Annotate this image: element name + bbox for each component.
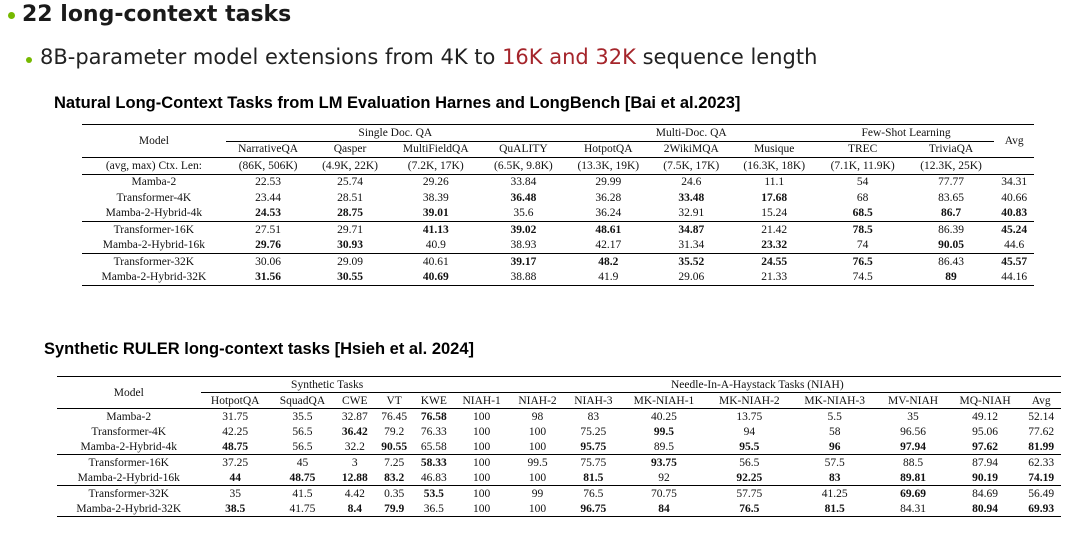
value-cell: 35 [201, 486, 270, 502]
value-cell: 44.6 [1004, 239, 1025, 252]
value-cell: 48.2 [565, 254, 652, 270]
value-cell: 90.55 [381, 440, 408, 453]
table-row [82, 270, 1034, 286]
model-name-cell: Mamba-2-Hybrid-4k [80, 440, 177, 453]
value-cell: 58.33 [414, 455, 454, 471]
value-cell: 75.75 [565, 455, 621, 471]
value-cell: 34.31 [994, 174, 1034, 190]
value-cell: 12.88 [341, 471, 368, 484]
value-cell: 89.81 [900, 471, 926, 484]
table1-col-header: MultiFieldQA [402, 143, 469, 156]
value-cell: 23.44 [255, 191, 282, 204]
value-cell: 96.75 [565, 501, 621, 517]
table1-ctx-row [82, 158, 1034, 175]
table2-col-header: NIAH-3 [574, 394, 613, 407]
value-cell: 3 [335, 455, 374, 471]
value-cell: 41.5 [270, 486, 335, 502]
value-cell: 24.55 [731, 254, 818, 270]
table1-group-multi-doc: Multi-Doc. QA [565, 125, 818, 142]
value-cell: 0.35 [374, 486, 413, 502]
value-cell: 33.48 [678, 191, 705, 204]
slide-subtitle [40, 45, 817, 69]
value-cell: 35.52 [652, 254, 731, 270]
value-cell: 24.53 [255, 207, 282, 220]
table1-ctx-cell: (7.1K, 11.9K) [818, 158, 908, 175]
value-cell: 45.24 [994, 222, 1034, 238]
value-cell: 4.42 [335, 486, 374, 502]
value-cell: 15.24 [761, 207, 788, 220]
value-cell: 100 [510, 501, 566, 517]
value-cell: 65.58 [420, 440, 447, 453]
value-cell: 7.25 [374, 455, 413, 471]
value-cell: 38.39 [422, 191, 449, 204]
value-cell: 76.45 [374, 409, 413, 425]
value-cell: 41.75 [270, 501, 335, 517]
synthetic-ruler-table [57, 376, 1061, 517]
table2-group-row [57, 377, 1061, 393]
value-cell: 41.25 [792, 486, 877, 502]
value-cell: 46.83 [420, 471, 447, 484]
value-cell: 5.5 [792, 409, 877, 425]
value-cell: 30.93 [337, 239, 363, 252]
table1-ctx-cell: (7.2K, 17K) [390, 158, 482, 175]
table1-col-header: NarrativeQA [238, 143, 299, 156]
table-row [82, 238, 1034, 254]
value-cell: 96 [828, 440, 841, 453]
value-cell: 75.25 [580, 425, 607, 438]
value-cell: 29.09 [310, 254, 389, 270]
table1-ctx-cell: (12.3K, 25K) [908, 158, 995, 175]
table1-col-header: Qasper [333, 143, 367, 156]
value-cell: 56.49 [1021, 486, 1061, 502]
value-cell: 54 [818, 174, 908, 190]
table1-ctx-cell-avg [994, 158, 1034, 175]
value-cell: 100 [454, 501, 510, 517]
value-cell: 42.17 [595, 239, 622, 252]
value-cell: 24.6 [652, 174, 731, 190]
table-row [57, 439, 1061, 455]
value-cell: 79.9 [374, 501, 413, 517]
value-cell: 38.88 [482, 270, 565, 286]
table2-title: Synthetic RULER long-context tasks [Hsieh et al. 2024] [44, 340, 475, 358]
subtitle-highlight: 16K and 32K [502, 45, 636, 69]
table1-ctx-cell: (86K, 506K) [226, 158, 311, 175]
value-cell: 44.16 [994, 270, 1034, 286]
value-cell: 8.4 [335, 501, 374, 517]
table1-col-header: QuALITY [499, 143, 548, 156]
value-cell: 76.33 [420, 425, 447, 438]
value-cell: 40.66 [1001, 191, 1028, 204]
value-cell: 31.75 [201, 409, 270, 425]
table2-col-header: KWE [420, 394, 447, 407]
bullet-dot [26, 57, 32, 63]
value-cell: 48.75 [289, 471, 316, 484]
value-cell: 68.5 [852, 207, 873, 220]
value-cell: 30.55 [310, 270, 389, 286]
value-cell: 35.5 [270, 409, 335, 425]
table-row [57, 501, 1061, 517]
value-cell: 99 [510, 486, 566, 502]
value-cell: 29.71 [310, 222, 389, 238]
table1-ctx-cell: (16.3K, 18K) [731, 158, 818, 175]
table-row [57, 409, 1061, 425]
value-cell: 100 [454, 455, 510, 471]
value-cell: 99.5 [510, 455, 566, 471]
value-cell: 27.51 [226, 222, 311, 238]
value-cell: 90.19 [972, 471, 999, 484]
table1-ctx-cell: (7.5K, 17K) [652, 158, 731, 175]
table-row [57, 455, 1061, 471]
table2-col-header: MK-NIAH-1 [633, 394, 695, 407]
value-cell: 74.19 [1028, 471, 1055, 484]
model-name-cell: Mamba-2-Hybrid-16k [102, 239, 205, 252]
table1-group-row [82, 125, 1034, 142]
table2-col-header: NIAH-2 [518, 394, 557, 407]
value-cell: 45 [270, 455, 335, 471]
table1-col-header: TREC [847, 143, 878, 156]
value-cell: 76.58 [414, 409, 454, 425]
slide-title: 22 long-context tasks [22, 2, 292, 27]
value-cell: 38.5 [201, 501, 270, 517]
value-cell: 35.6 [513, 207, 534, 220]
value-cell: 44 [229, 471, 241, 484]
value-cell: 84.69 [949, 486, 1022, 502]
value-cell: 39.02 [482, 222, 565, 238]
value-cell: 53.5 [414, 486, 454, 502]
value-cell: 36.48 [510, 191, 537, 204]
table-row [57, 486, 1061, 502]
natural-long-context-table [82, 124, 1034, 286]
bullet-dot [8, 12, 15, 19]
value-cell: 48.75 [222, 440, 249, 453]
value-cell: 97.62 [972, 440, 999, 453]
value-cell: 32.2 [344, 440, 365, 453]
table1-col-header: HotpotQA [583, 143, 633, 156]
value-cell: 89 [908, 270, 995, 286]
value-cell: 81.5 [583, 471, 604, 484]
model-name-cell: Transformer-4K [91, 425, 167, 438]
value-cell: 76.5 [565, 486, 621, 502]
value-cell: 22.53 [226, 174, 311, 190]
value-cell: 79.2 [384, 425, 405, 438]
value-cell: 96.56 [900, 425, 926, 438]
model-name-cell: Mamba-2-Hybrid-4k [105, 207, 203, 220]
table1-group-single-doc: Single Doc. QA [226, 125, 565, 142]
table2-col-header: CWE [341, 394, 368, 407]
value-cell: 95.06 [972, 425, 999, 438]
value-cell: 81.5 [792, 501, 877, 517]
model-name-cell: Transformer-16K [82, 222, 226, 238]
value-cell: 45.57 [994, 254, 1034, 270]
value-cell: 56.5 [292, 440, 313, 453]
value-cell: 100 [473, 471, 491, 484]
value-cell: 38.93 [510, 239, 537, 252]
value-cell: 86.43 [908, 254, 995, 270]
table2-col-header: MK-NIAH-2 [718, 394, 780, 407]
model-name-cell: Mamba-2-Hybrid-32K [82, 270, 226, 286]
model-name-cell: Transformer-16K [57, 455, 201, 471]
value-cell: 76.5 [707, 501, 792, 517]
value-cell: 98 [510, 409, 566, 425]
value-cell: 62.33 [1021, 455, 1061, 471]
value-cell: 57.75 [707, 486, 792, 502]
table2-col-header: HotpotQA [210, 394, 260, 407]
value-cell: 36.24 [595, 207, 622, 220]
model-name-cell: Mamba-2-Hybrid-16k [77, 471, 180, 484]
value-cell: 77.62 [1028, 425, 1055, 438]
value-cell: 69.69 [877, 486, 948, 502]
value-cell: 28.51 [337, 191, 363, 204]
value-cell: 83.2 [384, 471, 405, 484]
table-row [82, 222, 1034, 238]
table2-col-header: MK-NIAH-3 [804, 394, 866, 407]
value-cell: 88.5 [877, 455, 948, 471]
value-cell: 77.77 [908, 174, 995, 190]
table1-model-header: Model [82, 125, 226, 158]
subtitle-prefix: 8B-parameter model extensions from 4K to [40, 45, 503, 69]
table2-avg-header: Avg [1031, 394, 1051, 407]
value-cell: 13.75 [707, 409, 792, 425]
value-cell: 86.7 [940, 207, 962, 220]
value-cell: 90.05 [938, 239, 964, 252]
value-cell: 36.28 [595, 191, 622, 204]
value-cell: 11.1 [731, 174, 818, 190]
value-cell: 70.75 [621, 486, 706, 502]
value-cell: 87.94 [949, 455, 1022, 471]
value-cell: 99.5 [653, 425, 675, 438]
value-cell: 80.94 [949, 501, 1022, 517]
table-row [82, 190, 1034, 206]
table-row [57, 470, 1061, 486]
value-cell: 41.9 [565, 270, 652, 286]
table1-group-few-shot: Few-Shot Learning [818, 125, 995, 142]
table2-model-header: Model [57, 377, 201, 409]
value-cell: 57.5 [792, 455, 877, 471]
value-cell: 100 [528, 471, 547, 484]
table1-column-row [82, 141, 1034, 158]
value-cell: 94 [743, 425, 756, 438]
value-cell: 100 [473, 425, 491, 438]
value-cell: 21.42 [731, 222, 818, 238]
table1-col-header: 2WikiMQA [663, 143, 719, 156]
value-cell: 31.34 [678, 239, 705, 252]
table1-title: Natural Long-Context Tasks from LM Evaluation Harnes and LongBench [Bai et al.2023] [54, 94, 741, 112]
value-cell: 76.5 [818, 254, 908, 270]
table1-ctx-cell: (13.3K, 19K) [565, 158, 652, 175]
value-cell: 74 [856, 239, 869, 252]
value-cell: 29.26 [390, 174, 482, 190]
value-cell: 40.9 [425, 239, 446, 252]
value-cell: 29.76 [255, 239, 282, 252]
model-name-cell: Transformer-4K [116, 191, 192, 204]
table2-col-header: MQ-NIAH [959, 394, 1011, 407]
value-cell: 78.5 [818, 222, 908, 238]
value-cell: 32.87 [335, 409, 374, 425]
value-cell: 29.99 [565, 174, 652, 190]
value-cell: 36.42 [341, 425, 368, 438]
value-cell: 33.84 [482, 174, 565, 190]
value-cell: 21.33 [731, 270, 818, 286]
table-row [82, 254, 1034, 270]
table2-group-synthetic: Synthetic Tasks [201, 377, 454, 393]
value-cell: 84 [621, 501, 706, 517]
value-cell: 95.5 [739, 440, 760, 453]
table-row [82, 206, 1034, 222]
value-cell: 34.87 [652, 222, 731, 238]
value-cell: 69.93 [1021, 501, 1061, 517]
value-cell: 30.06 [226, 254, 311, 270]
value-cell: 32.91 [678, 207, 705, 220]
value-cell: 86.39 [908, 222, 995, 238]
value-cell: 100 [454, 409, 510, 425]
value-cell: 58 [828, 425, 841, 438]
value-cell: 23.32 [761, 239, 788, 252]
value-cell: 95.75 [580, 440, 607, 453]
model-name-cell: Transformer-32K [82, 254, 226, 270]
table-row [57, 424, 1061, 439]
value-cell: 40.83 [1001, 207, 1028, 220]
value-cell: 52.14 [1021, 409, 1061, 425]
value-cell: 48.61 [565, 222, 652, 238]
value-cell: 93.75 [621, 455, 706, 471]
value-cell: 89.5 [653, 440, 675, 453]
table-row [82, 174, 1034, 190]
value-cell: 100 [454, 486, 510, 502]
value-cell: 41.13 [390, 222, 482, 238]
table1-col-header: Musique [754, 143, 795, 156]
value-cell: 31.56 [226, 270, 311, 286]
value-cell: 100 [473, 440, 491, 453]
value-cell: 40.61 [390, 254, 482, 270]
value-cell: 83.65 [938, 191, 964, 204]
value-cell: 68 [856, 191, 869, 204]
value-cell: 56.5 [707, 455, 792, 471]
value-cell: 97.94 [900, 440, 926, 453]
value-cell: 35 [877, 409, 948, 425]
value-cell: 37.25 [201, 455, 270, 471]
subtitle-suffix: sequence length [635, 45, 818, 69]
value-cell: 92 [658, 471, 670, 484]
value-cell: 39.01 [422, 207, 449, 220]
value-cell: 92.25 [736, 471, 763, 484]
value-cell: 28.75 [337, 207, 363, 220]
table1-col-header: TriviaQA [928, 143, 974, 156]
model-name-cell: Mamba-2 [57, 409, 201, 425]
model-name-cell: Mamba-2-Hybrid-32K [57, 501, 201, 517]
value-cell: 81.99 [1028, 440, 1055, 453]
value-cell: 83 [828, 471, 841, 484]
value-cell: 25.74 [310, 174, 389, 190]
table1-ctx-cell: (4.9K, 22K) [310, 158, 389, 175]
table2-group-niah: Needle-In-A-Haystack Tasks (NIAH) [454, 377, 1061, 393]
table1-ctx-header: (avg, max) Ctx. Len: [82, 158, 226, 175]
value-cell: 39.17 [482, 254, 565, 270]
value-cell: 29.06 [652, 270, 731, 286]
value-cell: 49.12 [949, 409, 1022, 425]
table2-col-header: MV-NIAH [888, 394, 939, 407]
table2-column-row [57, 393, 1061, 409]
value-cell: 36.5 [414, 501, 454, 517]
table2-col-header: NIAH-1 [462, 394, 501, 407]
model-name-cell: Transformer-32K [57, 486, 201, 502]
value-cell: 100 [528, 440, 547, 453]
value-cell: 83 [565, 409, 621, 425]
value-cell: 40.25 [621, 409, 706, 425]
table1-avg-header: Avg [994, 125, 1034, 158]
value-cell: 40.69 [390, 270, 482, 286]
value-cell: 17.68 [761, 191, 788, 204]
table2-col-header: SquadQA [279, 394, 326, 407]
model-name-cell: Mamba-2 [82, 174, 226, 190]
table2-col-header: VT [386, 394, 402, 407]
value-cell: 42.25 [222, 425, 249, 438]
table1-ctx-cell: (6.5K, 9.8K) [482, 158, 565, 175]
value-cell: 100 [528, 425, 547, 438]
value-cell: 56.5 [292, 425, 313, 438]
value-cell: 74.5 [818, 270, 908, 286]
value-cell: 84.31 [877, 501, 948, 517]
